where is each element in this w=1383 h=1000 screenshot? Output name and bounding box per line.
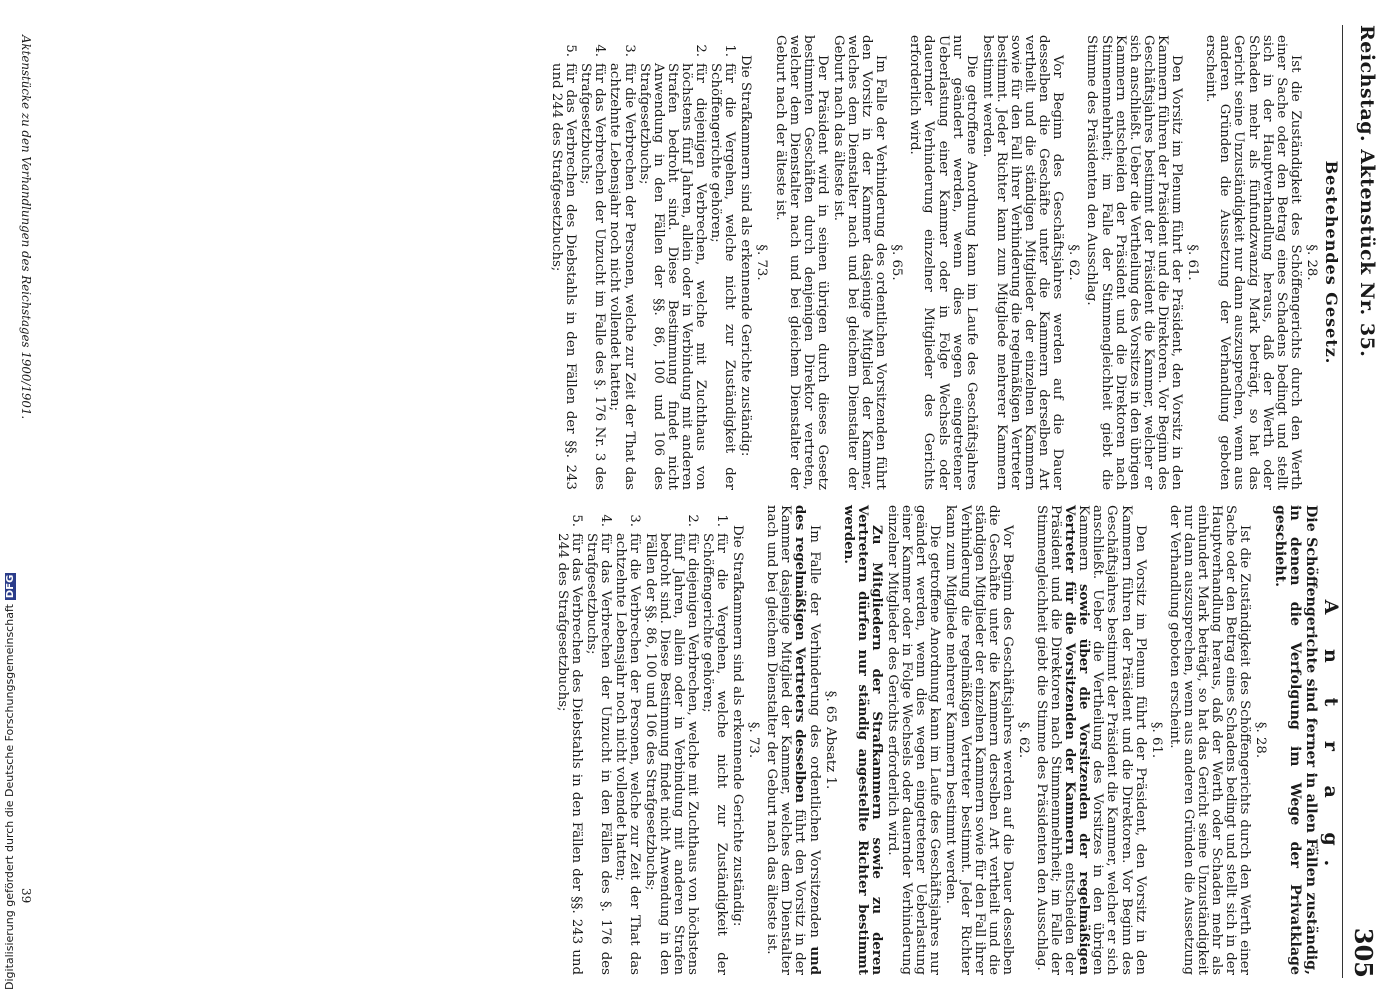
list-item: 2. für diejenigen Verbrechen, welche mit Zuchthaus von höchstens fünf Jahren, allein oder in Verbindung mit anderen Strafen bedroht sind. Diese Bestimmung findet nicht Anwendung in den Fällen der §§. 86, 100 und 106 des Strafgesetzbuchs; <box>636 44 709 490</box>
section-number: §. 65 Absatz 1. <box>822 690 838 790</box>
section-text: Ist die Zuständigkeit des Schöffengerichts durch den Werth einer Sache oder den Betrag eines Schadens bedingt und stellt sich in der Hauptverhandlung heraus, daß der Werth oder Schaden mehr als fünfundzwanzig Mark beträgt, so hat das Gericht seine Unzuständigkeit nur dann auszusprechen, wenn aus anderen Gründen die Aussetzung der Verhandlung geboten erscheint. <box>1203 35 1303 490</box>
running-header: Reichstag. Aktenstück Nr. 35. <box>1356 25 1378 358</box>
section-number: §. 28. <box>1253 721 1269 759</box>
section-number: §. 73. <box>746 721 762 759</box>
column-antrag <box>553 505 1342 976</box>
page-number-top: 305 <box>1349 927 1378 978</box>
section-number: §. 73. <box>754 244 770 281</box>
section-text: Ist die Zuständigkeit des Schöffengerichts durch den Werth einer Sache oder den Betrag eines Schadens bedingt und stellt sich in der Hauptverhandlung heraus, daß der Werth oder Schaden mehr als einhundert Mark beträgt, so hat das Gericht seine Unzuständigkeit nur dann auszusprechen, wenn aus anderen Gründen die Aussetzung der Verhandlung geboten erscheint. <box>1166 505 1253 975</box>
dfg-logo: DFG <box>5 574 16 599</box>
section-text: Die Strafkammern sind als erkennende Gerichte zuständig: <box>738 55 754 457</box>
list-item: 5. für das Verbrechen des Diebstahls in den Fällen der §§. 243 und 244 des Strafgesetzbuchs; <box>555 514 585 975</box>
list-item: 3. für die Verbrechen der Personen, welche zur Zeit der That das achtzehnte Lebensjahr noch nicht vollendet hatten; <box>607 44 637 490</box>
section-number: §. 28. <box>1303 244 1319 281</box>
list-item: 1. für die Vergehen, welche nicht zur Zuständigkeit der Schöffengerichte gehören; <box>708 44 738 490</box>
section-text: Im Falle der Verhinderung des ordentlichen Vorsitzenden führt den Vorsitz in der Kammer dasjenige Mitglied der Kammer, welches dem Dienstalter nach und bei gleichem Dienstalter der Geburt nach das älteste ist. <box>830 35 889 490</box>
section-number: §. 65. <box>889 244 905 281</box>
list-item: 3. für die Verbrechen der Personen, welche zur Zeit der That das achtzehnte Lebensjahr noch nicht vollendet hatten; <box>613 514 643 975</box>
section-text: Den Vorsitz im Plenum führt der Präsident, den Vorsitz in den Kammern führen der Präsident und die Direktoren. Vor Beginn des Geschäftsjahres bestimmt der Präsident die Kammer, welcher er sich anschließt. Ueber die Vertheilung des Vorsitzes in den übrigen Kammern entscheiden der Präsident und die Direktoren nach Stimmenmehrheit; im Falle der Stimmengleichheit giebt die Stimme des Präsidenten den Ausschlag. <box>1084 35 1185 490</box>
antrag-title: A n t r a g. <box>1320 599 1342 881</box>
list-item: 5. für das Verbrechen des Diebstahls in den Fällen der §§. 243 und 244 des Strafgesetzbuchs; <box>549 44 579 490</box>
section-number: §. 62. <box>1066 244 1082 281</box>
list-item: 4. für das Verbrechen der Unzucht im Falle des §. 176 Nr. 3 des Strafgesetzbuchs; <box>578 44 608 490</box>
section-text: Vor Beginn des Geschäftsjahres werden auf die Dauer desselben die Geschäfte unter die Kammern derselben Art vertheilt und die ständigen Mitglieder der einzelnen Kammern sowie für den Fall ihrer Verhinderung die regelmäßigen Vertreter bestimmt. Jeder Richter kann zum Mitgliede mehrerer Kammern bestimmt werden. <box>943 505 1015 975</box>
section-number: §. 61. <box>1185 244 1201 281</box>
page-number-bottom: 39 <box>19 888 33 904</box>
list-item: 1. für die Vergehen, welche nicht zur Zuständigkeit der Schöffengerichte gehören; <box>699 514 730 975</box>
section-text-emph: Zu Mitgliedern der Strafkammern sowie zu deren Vertretern dürfen nur ständig angestellte Richter bestimmt werden. <box>840 505 884 975</box>
section-text: Den Vorsitz im Plenum führt der Präsident, den Vorsitz in den Kammern führen der Präsident und die Direktoren. Vor Beginn des Geschäftsjahres bestimmt der Präsident die Kammer, welcher er sich anschließt. Ueber die Vertheilung des Vorsitzes in den übrigen Kammern sowie über die Vorsitzenden der regelmäßigen Vertreter für die Vorsitzenden der Kammern entscheiden der Präsident und die Direktoren nach Stimmenmehrheit; im Falle der Stimmengleichheit giebt die Stimme des Präsidenten den Ausschlag. <box>1034 505 1148 975</box>
list-item: 4. für das Verbrechen der Unzucht in den Fällen des §. 176 des Strafgesetzbuchs; <box>584 514 614 975</box>
law-title: Bestehendes Gesetz. <box>1322 160 1341 365</box>
credit-text: Digitalisierung gefördert durch die Deutsche Forschungsgemeinschaft <box>3 604 16 990</box>
enumeration <box>549 35 736 490</box>
section-number: §. 61. <box>1148 721 1164 759</box>
section-text: Vor Beginn des Geschäftsjahres werden auf die Dauer desselben die Geschäfte unter die Kammern derselben Art vertheilt und die ständigen Mitglieder der einzelnen Kammern sowie für den Fall ihrer Verhinderung die regelmäßigen Vertreter bestimmt. Jeder Richter kann zum Mitgliede mehrerer Kammern bestimmt werden. <box>979 35 1066 490</box>
digitization-credit <box>3 0 17 990</box>
antrag-lead: Die Schöffengerichte sind ferner in allen Fällen zuständig, in denen die Verfolgung im Wege der Privatklage geschieht. <box>1271 505 1319 975</box>
enumeration <box>555 505 728 975</box>
section-text: Im Falle der Verhinderung des ordentlichen Vorsitzenden und des regelmäßigen Vertreters desselben führt den Vorsitz in der Kammer dasjenige Mitglied der Kammer, welches dem Dienstalter nach und bei gleichem Dienstalter der Geburt nach das älteste ist. <box>764 505 822 976</box>
section-text: Die Strafkammern sind als erkennende Gerichte zuständig: <box>730 525 746 927</box>
section-text: Die getroffene Anordnung kann im Laufe des Geschäftsjahres nur geändert werden, wenn dies wegen eingetretener Ueberlastung einer Kammer oder in Folge Wechsels oder dauernder Verhinderung einzelner Mitglieder des Gerichts erforderlich wird. <box>907 35 979 490</box>
section-text: Der Präsident wird in seinen übrigen durch dieses Gesetz bestimmten Geschäften durch denjenigen Direktor vertreten, welcher dem Dienstalter nach und bei gleichem Dienstalter der Geburt nach der älteste ist. <box>772 35 830 490</box>
column-bestehendes-gesetz <box>547 35 1341 490</box>
header-rule <box>1342 25 1343 978</box>
section-number: §. 62. <box>1015 721 1031 759</box>
section-text: Die getroffene Anordnung kann im Laufe des Geschäftsjahres nur geändert werden, wenn dies wegen eingetretener Ueberlastung einer Kammer oder in Folge Wechsels oder dauernder Verhinderung einzelner Mitglieder des Gerichts erforderlich wird. <box>885 505 943 975</box>
list-item: 2. für diejenigen Verbrechen, welche mit Zuchthaus von höchstens fünf Jahren, allein oder in Verbindung mit anderen Strafen bedroht sind. Diese Bestimmung findet nicht Anwendung in den Fällen der §§. 86, 100 und 106 des Strafgesetzbuchs; <box>642 514 700 975</box>
footer-note: Aktenstücke zu den Verhandlungen des Reichstages 1900/1901. <box>19 35 33 420</box>
